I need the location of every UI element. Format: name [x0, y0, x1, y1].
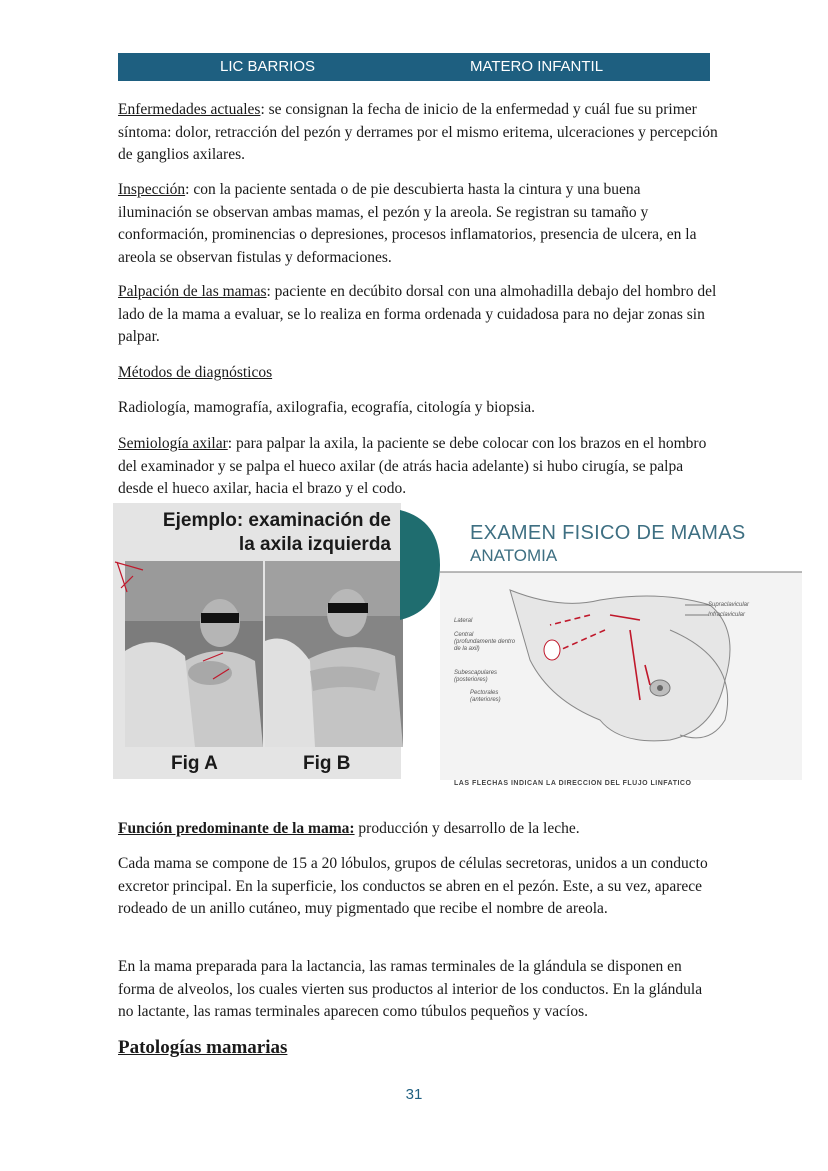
paragraph-enfermedades: [118, 99, 718, 167]
term-semiologia: Semiología axilar: [118, 435, 228, 452]
label-supraclavicular: Supraclavicular: [708, 602, 750, 608]
photo-fig-b: [265, 561, 403, 747]
text-enfermedades: : se consignan la fecha de inicio de la enfermedad y cuál fue su primer síntoma: dolor, retracción del pezón y derrames por el mismo eritema, ulceraciones y percepción de ganglios axilares.: [118, 101, 718, 163]
header-author: LIC BARRIOS: [220, 58, 316, 75]
label-infraclavicular: Infraclavicular: [708, 612, 746, 618]
term-palpacion: Palpación de las mamas: [118, 283, 267, 300]
paragraph-inspeccion: [118, 179, 718, 269]
text-palpacion: : paciente en decúbito dorsal con una almohadilla debajo del hombro del lado de la mama a evaluar, se lo realiza en forma ordenada y cuidadosa para no dejar zonas sin palpar.: [118, 283, 717, 345]
label-subescapulares: Subescapulares (posteriores): [454, 670, 498, 683]
header-subject: MATERO INFANTIL: [470, 58, 604, 75]
figure-breast-anatomy: [440, 510, 802, 800]
label-pectorales: Pectorales (anteriores): [470, 690, 501, 703]
figure-right-title: EXAMEN FISICO DE MAMAS: [470, 522, 746, 544]
paragraph-semiologia: [118, 433, 718, 501]
figure-right-footer: LAS FLECHAS INDICAN LA DIRECCION DEL FLUJO LINFATICO: [454, 780, 692, 787]
term-funcion: Función predominante de la mama:: [118, 820, 355, 837]
paragraph-lobulos: Cada mama se compone de 15 a 20 lóbulos, grupos de células secretoras, unidos a un conducto excretor principal. En la superficie, los conductos se abren en el pezón. Este, a su vez, aparece rodeado de un anillo cutáneo, muy pigmentado que recibe el nombre de areola.: [118, 855, 708, 917]
figure-left-title: [113, 509, 391, 557]
term-enfermedades: Enfermedades actuales: [118, 101, 261, 118]
caption-fig-b: Fig B: [303, 753, 351, 774]
label-central: Central (profundamente dentro de la axil): [454, 632, 516, 652]
figure-axilla-exam: [113, 503, 401, 779]
figure-left-title-line2: la axila izquierda: [238, 534, 391, 555]
caption-fig-a: Fig A: [171, 753, 218, 774]
paragraph-metodos: [118, 362, 718, 385]
term-inspeccion: Inspección: [118, 181, 186, 198]
section-heading-patologias: Patologías mamarias: [118, 1037, 288, 1058]
teal-slide-accent: [400, 510, 440, 620]
text-funcion: producción y desarrollo de la leche.: [354, 820, 580, 837]
label-lateral: Lateral: [454, 618, 473, 624]
paragraph-palpacion: [118, 281, 718, 349]
page-number: 31: [405, 1086, 423, 1103]
paragraph-metodos-list: Radiología, mamografía, axilografia, ecografía, citología y biopsia.: [118, 399, 536, 416]
red-arrow-mark-icon: [113, 558, 147, 598]
text-inspeccion: : con la paciente sentada o de pie descubierta hasta la cintura y una buena iluminación se observan ambas mamas, el pezón y la areola. Se registran su tamaño y conformación, prominencias o depresiones, procesos inflamatorios, presencia de ulcera, en la areola se observan fistulas y deformaciones.: [118, 181, 697, 266]
term-metodos: Métodos de diagnósticos: [118, 364, 273, 381]
paragraph-funcion: [118, 818, 718, 841]
figure-right-subtitle: ANATOMIA: [470, 546, 558, 565]
page-header: [118, 53, 710, 81]
photo-fig-b-illustration: [265, 561, 403, 747]
paragraph-lactancia: En la mama preparada para la lactancia, las ramas terminales de la glándula se disponen en forma de alveolos, los cuales vierten sus productos al interior de los conductos. En la glándula no lactante, las ramas terminales aparecen como túbulos pequeños y vacíos.: [118, 958, 703, 1020]
figure-left-title-line1: Ejemplo: examinación de: [162, 510, 391, 531]
text-semiologia: : para palpar la axila, la paciente se debe colocar con los brazos en el hombro del examinador y se palpa el hueco axilar (de atrás hacia adelante) si hubo cirugía, se palpa desde el hueco axilar, hacia el brazo y el codo.: [118, 435, 707, 497]
